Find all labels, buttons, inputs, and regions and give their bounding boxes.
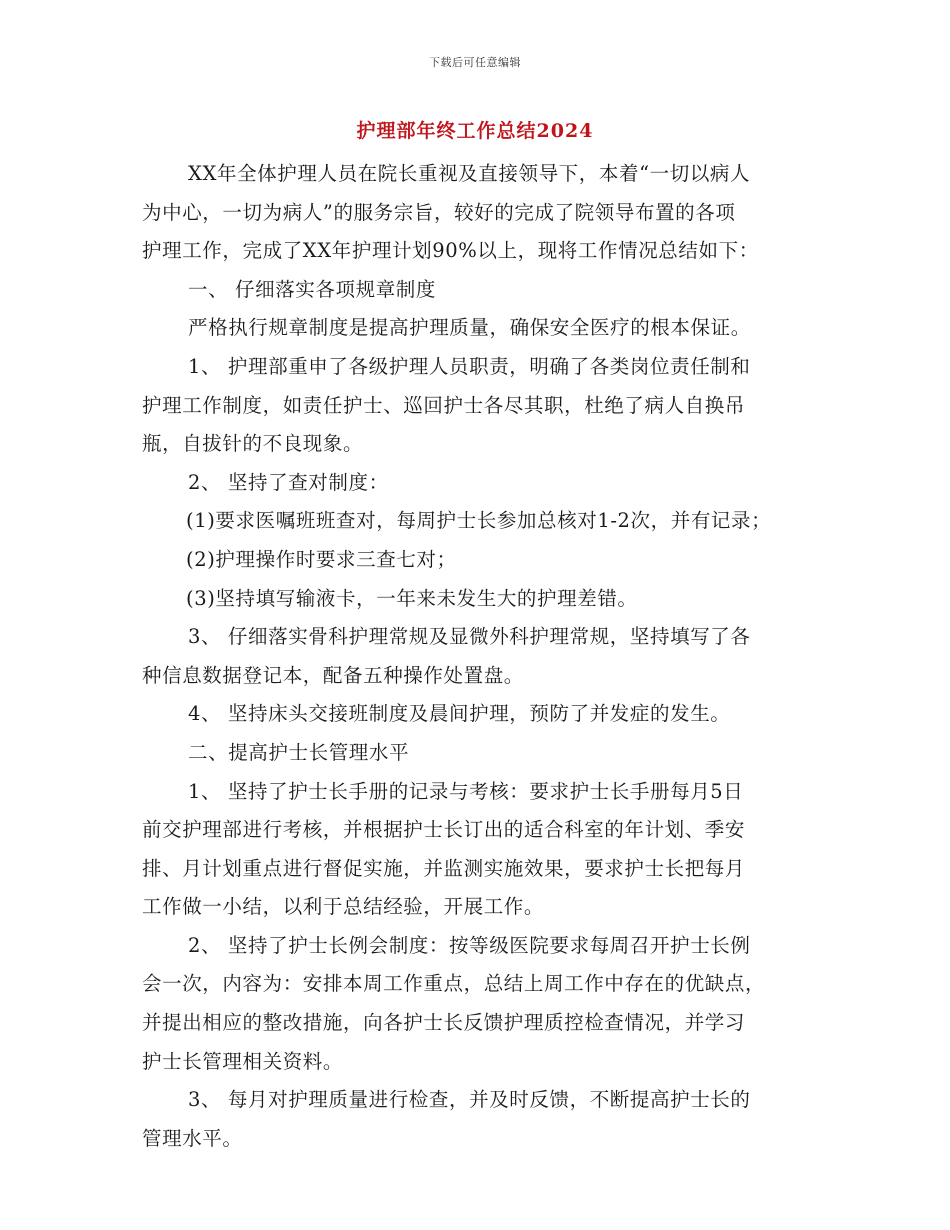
paragraph-line: 前交护理部进行考核，并根据护士长订出的适合科室的年计划、季安 [142, 818, 746, 842]
paragraph-line: XX年全体护理人员在院长重视及直接领导下，本着“一切以病人 [188, 162, 751, 185]
list-item: 1、 护理部重申了各级护理人员职责，明确了各类岗位责任制和 [188, 354, 751, 378]
list-item: 3、 每月对护理质量进行检查，并及时反馈，不断提高护士长的 [188, 1088, 751, 1112]
paragraph-line: 瓶，自拔针的不良现象。 [142, 432, 364, 456]
paragraph-line: 种信息数据登记本，配备五种操作处置盘。 [142, 663, 524, 687]
sub-list-item: (2)护理操作时要求三查七对； [186, 547, 457, 571]
list-item: 1、 坚持了护士长手册的记录与考核：要求护士长手册每月5日 [188, 779, 744, 803]
paragraph-line: 严格执行规章制度是提高护理质量，确保安全医疗的根本保证。 [188, 316, 751, 340]
document-body [142, 155, 820, 1158]
paragraph-line: 并提出相应的整改措施，向各护士长反馈护理质控检查情况，并学习 [142, 1011, 746, 1035]
list-item: 3、 仔细落实骨科护理常规及显微外科护理常规，坚持填写了各 [188, 625, 751, 649]
paragraph-line: 护士长管理相关资料。 [142, 1049, 344, 1073]
list-item: 4、 坚持床头交接班制度及晨间护理，预防了并发症的发生。 [188, 702, 731, 726]
section-heading: 一、 仔细落实各项规章制度 [188, 277, 436, 301]
paragraph-line: 会一次，内容为：安排本周工作重点，总结上周工作中存在的优缺点， [142, 972, 766, 996]
section-heading: 二、提高护士长管理水平 [188, 740, 410, 764]
list-item: 2、 坚持了护士长例会制度：按等级医院要求每周召开护士长例 [188, 933, 751, 957]
sub-list-item: (3)坚持填写输液卡，一年来未发生大的护理差错。 [186, 586, 638, 610]
paragraph-line: 护理工作制度，如责任护士、巡回护士各尽其职，杜绝了病人自换吊 [142, 393, 746, 417]
paragraph-line: 工作做一小结，以利于总结经验，开展工作。 [142, 895, 545, 919]
paragraph-line: 管理水平。 [142, 1126, 243, 1150]
sub-list-item: (1)要求医嘱班班查对，每周护士长参加总核对1-2次，并有记录； [186, 509, 772, 533]
paragraph-line: 护理工作，完成了XX年护理计划90%以上，现将工作情况总结如下： [142, 239, 759, 263]
paragraph-line: 为中心，一切为病人”的服务宗旨，较好的完成了院领导布置的各项 [142, 200, 736, 224]
page-header-note: 下载后可任意编辑 [429, 56, 521, 69]
paragraph-line: 排、月计划重点进行督促实施，并监测实施效果，要求护士长把每月 [142, 856, 746, 880]
document-title: 护理部年终工作总结2024 [356, 120, 594, 142]
list-item: 2、 坚持了查对制度： [188, 470, 389, 494]
